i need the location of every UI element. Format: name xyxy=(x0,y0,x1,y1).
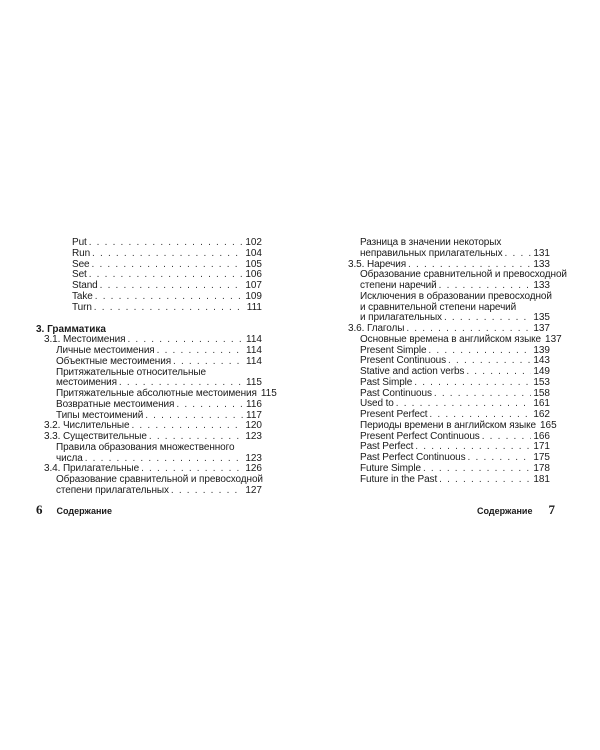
toc-entry xyxy=(36,281,262,292)
dot-leader xyxy=(94,303,245,314)
toc-entry-page: 149 xyxy=(533,366,550,377)
toc-entry-page: 105 xyxy=(245,258,262,270)
toc-entry-page: 116 xyxy=(246,398,262,410)
toc-entry xyxy=(36,292,262,303)
toc-entry-page: 111 xyxy=(246,301,262,313)
toc-entry-title: Future Simple xyxy=(360,462,421,474)
toc-entry-title: Past Perfect Continuous xyxy=(360,452,466,463)
toc-entry xyxy=(340,249,550,260)
toc-entry-title: Stand xyxy=(72,280,98,291)
toc-entry-title: Run xyxy=(72,247,91,259)
dot-leader xyxy=(89,270,244,281)
toc-entry-text: Разница в значении некоторых xyxy=(360,237,502,248)
page-footer-right xyxy=(477,502,555,518)
running-title: Содержание xyxy=(56,506,112,516)
dot-leader xyxy=(89,238,244,249)
dot-leader xyxy=(92,260,244,271)
toc-entry-text: и сравнительной степени наречий xyxy=(360,301,517,313)
dot-leader xyxy=(466,367,531,378)
toc-entry-title: Stative and action verbs xyxy=(360,366,465,377)
toc-entry-page: 114 xyxy=(246,334,262,346)
toc-entry-title: 3.6. Глаголы xyxy=(348,323,405,334)
toc-entry-title: Периоды времени в английском языке xyxy=(360,419,536,431)
toc-entry-title: 3.3. Существительные xyxy=(44,431,147,442)
dot-leader xyxy=(92,249,243,260)
toc-entry-title: Put xyxy=(72,237,87,248)
toc-entry-title: и прилагательных xyxy=(360,312,442,324)
toc-entry-title: 3.5. Наречия xyxy=(348,258,407,270)
dot-leader xyxy=(439,475,531,486)
toc-entry-title: Present Simple xyxy=(360,344,427,356)
toc-entry-page: 139 xyxy=(533,344,550,356)
toc-list xyxy=(36,334,277,496)
toc-entry-page: 127 xyxy=(245,484,262,496)
toc-entry xyxy=(36,270,262,281)
toc-entry-title: числа xyxy=(56,452,83,464)
toc-entry-title: Past Continuous xyxy=(360,387,432,399)
toc-entry xyxy=(36,486,262,497)
toc-entry-title: 3.1. Местоимения xyxy=(44,334,126,346)
right-page xyxy=(340,237,567,485)
dot-leader xyxy=(145,411,244,422)
toc-entry-title: Типы местоимений xyxy=(56,409,144,421)
toc-entry-title: 3.4. Прилагательные xyxy=(44,463,140,475)
toc-entry-page: 123 xyxy=(245,452,262,464)
toc-entry-title: степени наречий xyxy=(360,280,437,291)
toc-entry-title: Present Perfect xyxy=(360,409,428,420)
toc-entry-page: 133 xyxy=(533,280,550,291)
toc-entry-page: 117 xyxy=(246,409,262,421)
dot-leader xyxy=(444,313,531,324)
page-number: 6 xyxy=(36,502,43,517)
running-title: Содержание xyxy=(477,506,533,516)
toc-entry-page: 114 xyxy=(246,345,262,356)
toc-list-top xyxy=(36,238,262,313)
toc-entry xyxy=(340,333,562,346)
toc-entry-text: Образование сравнительной и превосходной xyxy=(360,269,567,281)
section-heading: 3. Грамматика xyxy=(36,324,106,336)
toc-entry-title: Present Perfect Continuous xyxy=(360,430,480,442)
toc-entry-page: 107 xyxy=(245,280,262,291)
dot-leader xyxy=(100,281,244,292)
dot-leader xyxy=(423,464,531,475)
toc-entry xyxy=(340,475,550,486)
toc-entry-title: Past Simple xyxy=(360,376,413,388)
toc-entry xyxy=(36,400,262,411)
toc-entry-page: 178 xyxy=(533,462,550,474)
toc-entry-page: 137 xyxy=(545,333,562,345)
toc-entry-title: Take xyxy=(72,290,93,302)
toc-entry-title: неправильных прилагательных xyxy=(360,247,503,259)
toc-entry xyxy=(340,378,550,389)
toc-entry-page: 171 xyxy=(533,441,550,453)
toc-entry-title: степени прилагательных xyxy=(56,484,169,496)
toc-entry-title: Set xyxy=(72,269,87,281)
toc-entry-page: 109 xyxy=(245,290,262,302)
toc-entry-title: Used to xyxy=(360,398,394,410)
toc-entry xyxy=(36,249,262,260)
toc-entry-title: Future in the Past xyxy=(360,473,438,485)
dot-leader xyxy=(482,432,532,443)
toc-entry-page: 123 xyxy=(245,431,262,442)
toc-entry-title: Притяжательные абсолютные местоимения xyxy=(56,388,257,399)
toc-entry-page: 126 xyxy=(245,463,262,475)
toc-entry-page: 120 xyxy=(245,420,262,432)
left-page xyxy=(36,237,277,497)
toc-entry-page: 165 xyxy=(539,419,557,431)
toc-entry-page: 175 xyxy=(533,452,550,463)
dot-leader xyxy=(505,249,532,260)
toc-entry-page: 135 xyxy=(533,312,550,324)
dot-leader xyxy=(131,421,243,432)
toc-entry-page: 158 xyxy=(533,387,550,399)
toc-entry-page: 104 xyxy=(245,247,262,259)
dot-leader xyxy=(95,292,244,303)
toc-entry xyxy=(340,419,557,432)
toc-entry xyxy=(36,260,262,271)
toc-entry-title: Возвратные местоимения xyxy=(56,398,175,410)
toc-entry-title: Present Continuous xyxy=(360,355,447,367)
dot-leader xyxy=(176,400,244,411)
dot-leader xyxy=(173,357,244,368)
toc-entry-page: 102 xyxy=(245,237,262,248)
dot-leader xyxy=(171,486,243,497)
toc-entry-title: Past Perfect xyxy=(360,441,414,453)
toc-entry-title: Turn xyxy=(72,301,92,313)
toc-entry xyxy=(36,303,262,314)
dot-leader xyxy=(468,453,532,464)
toc-entry-title: Личные местоимения xyxy=(56,345,155,356)
toc-entry-page: 131 xyxy=(533,247,550,259)
toc-entry xyxy=(36,357,262,368)
toc-list xyxy=(340,237,567,485)
toc-entry-page: 115 xyxy=(246,377,262,389)
toc-entry-page: 166 xyxy=(533,430,550,442)
dot-leader xyxy=(434,389,531,400)
toc-entry-title: See xyxy=(72,258,90,270)
toc-entry-text: Правила образования множественного xyxy=(56,441,235,453)
toc-entry-title: 3.2. Числительные xyxy=(44,420,130,432)
toc-entry-page: 181 xyxy=(533,473,550,485)
toc-entry-page: 162 xyxy=(533,409,550,420)
toc-entry-page: 143 xyxy=(533,355,550,367)
page-number: 7 xyxy=(548,502,555,517)
page-footer-left xyxy=(36,502,112,518)
toc-entry-title: местоимения xyxy=(56,377,117,389)
toc-entry xyxy=(340,464,550,475)
toc-entry-page: 115 xyxy=(260,388,277,399)
toc-entry-title: Основные времена в английском языке xyxy=(360,333,542,345)
dot-leader xyxy=(414,378,531,389)
toc-entry-page: 153 xyxy=(533,376,550,388)
toc-entry xyxy=(36,238,262,249)
toc-entry-page: 133 xyxy=(533,258,550,270)
toc-entry-text: Исключения в образовании превосходной xyxy=(360,290,552,302)
toc-entry-page: 161 xyxy=(533,398,550,410)
toc-entry-page: 114 xyxy=(246,355,262,367)
toc-entry-page: 106 xyxy=(245,269,262,281)
toc-entry-text: Образование сравнительной и превосходной xyxy=(56,474,263,485)
toc-entry-title: Объектные местоимения xyxy=(56,355,172,367)
toc-entry-page: 137 xyxy=(533,323,550,334)
toc-entry-text: Притяжательные относительные xyxy=(56,366,206,378)
